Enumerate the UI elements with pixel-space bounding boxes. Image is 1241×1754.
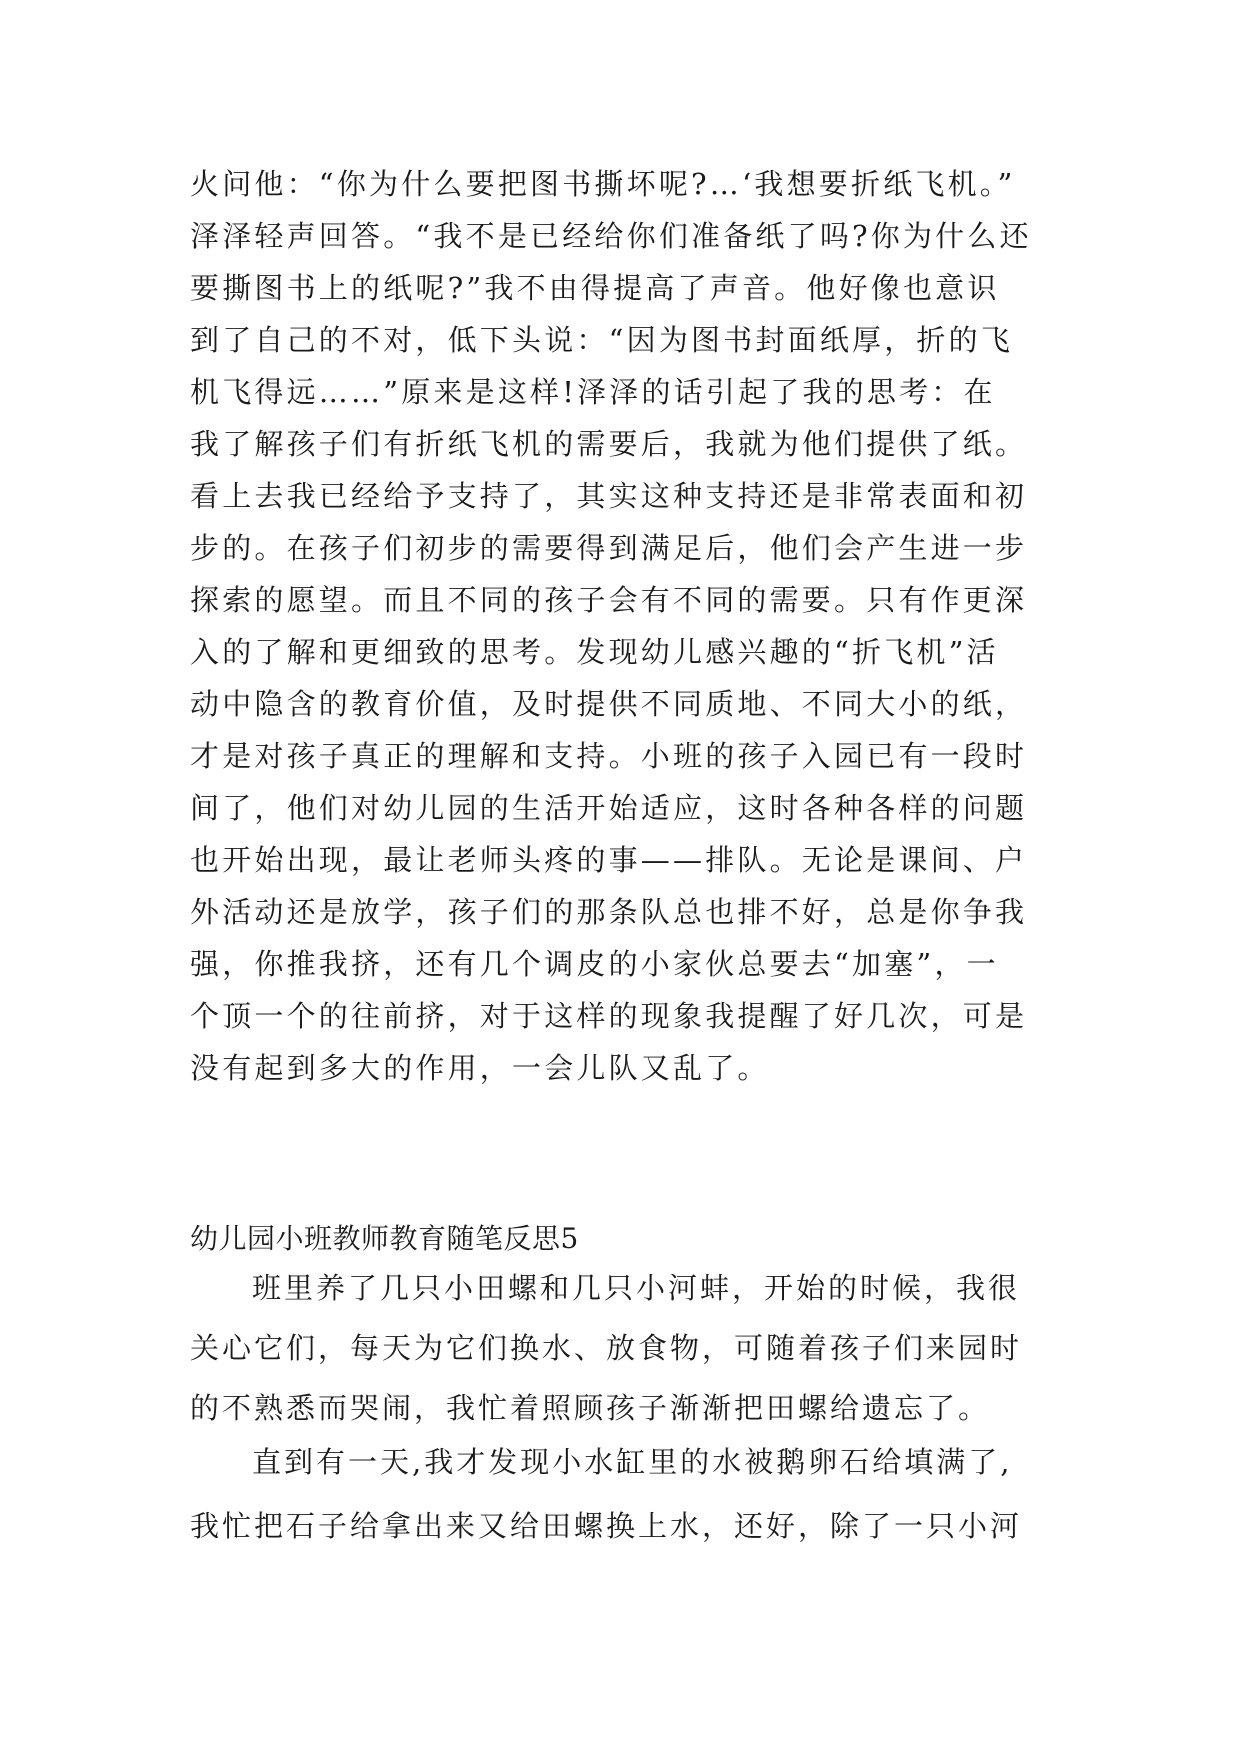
text-line: 班里养了几只小田螺和几只小河蚌，开始的时候，我很	[252, 1271, 1021, 1305]
text-line: 入的了解和更细致的思考。发现幼儿感兴趣的“折飞机”活	[190, 635, 999, 669]
text-line: 强，你推我挤，还有几个调皮的小家伙总要去“加塞”，一	[190, 947, 999, 981]
paragraph-1	[190, 158, 1050, 1094]
text-line: 个顶一个的往前挤，对于这样的现象我提醒了好几次，可是	[190, 999, 1028, 1033]
text-line: 间了，他们对幼儿园的生活开始适应，这时各种各样的问题	[190, 791, 1028, 825]
text-line: 动中隐含的教育价值，及时提供不同质地、不同大小的纸，	[190, 687, 1028, 721]
text-line: 也开始出现，最让老师头疼的事——排队。无论是课间、户	[190, 843, 1028, 877]
text-line: 看上去我已经给予支持了，其实这种支持还是非常表面和初	[190, 479, 1028, 513]
text-line: 泽泽轻声回答。“我不是已经给你们准备纸了吗?你为什么还	[190, 219, 1032, 253]
text-line: 火问他：“你为什么要把图书撕坏呢?…‘我想要折纸飞机。”	[190, 167, 1016, 201]
text-line: 到了自己的不对，低下头说：“因为图书封面纸厚，折的飞	[190, 323, 1014, 357]
text-line: 外活动还是放学，孩子们的那条队总也排不好，总是你争我	[190, 895, 1028, 929]
text-line: 直到有一天,我才发现小水缸里的水被鹅卵石给填满了,	[252, 1445, 1013, 1479]
text-line: 才是对孩子真正的理解和支持。小班的孩子入园已有一段时	[190, 739, 1028, 773]
text-line: 步的。在孩子们初步的需要得到满足后，他们会产生进一步	[190, 531, 1028, 565]
text-line: 要撕图书上的纸呢?”我不由得提高了声音。他好像也意识	[190, 271, 1000, 305]
text-line: 探索的愿望。而且不同的孩子会有不同的需要。只有作更深	[190, 583, 1028, 617]
paragraph-2	[190, 1258, 1050, 1438]
text-line: 我了解孩子们有折纸飞机的需要后，我就为他们提供了纸。	[190, 427, 1028, 461]
text-line: 机飞得远……”原来是这样!泽泽的话引起了我的思考：在	[190, 375, 996, 409]
section-heading: 幼儿园小班教师教育随笔反思5	[190, 1222, 579, 1255]
text-line: 我忙把石子给拿出来又给田螺换上水，还好，除了一只小河	[190, 1509, 1023, 1543]
text-line: 的不熟悉而哭闹，我忙着照顾孩子渐渐把田螺给遗忘了。	[190, 1391, 991, 1425]
paragraph-3	[190, 1430, 1050, 1558]
text-line: 没有起到多大的作用，一会儿队又乱了。	[190, 1051, 770, 1085]
text-line: 关心它们，每天为它们换水、放食物，可随着孩子们来园时	[190, 1331, 1023, 1365]
